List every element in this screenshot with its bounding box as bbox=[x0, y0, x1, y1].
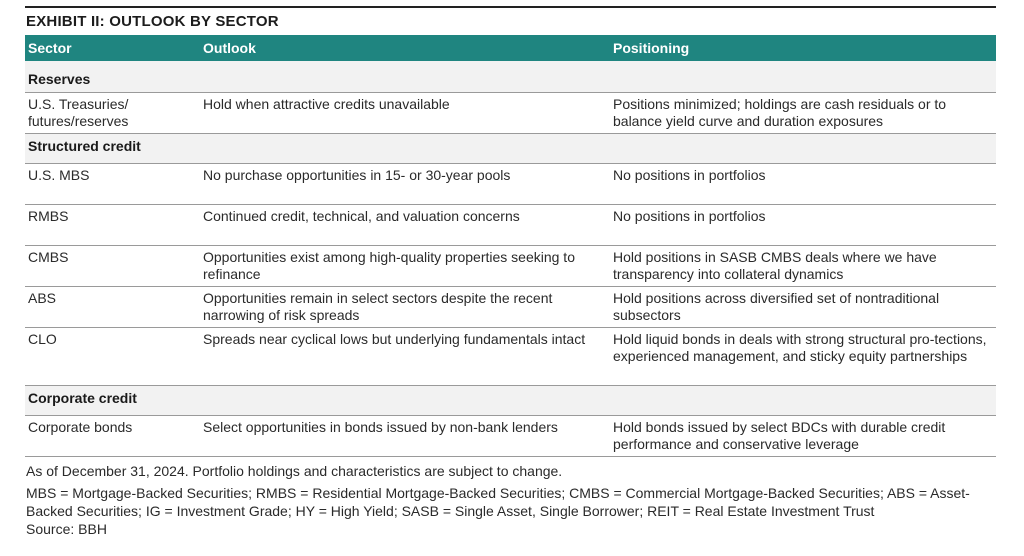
outlook-table bbox=[25, 35, 996, 457]
sector-cell: Corporate bonds bbox=[25, 416, 200, 457]
table-row bbox=[25, 328, 996, 386]
source-note: Source: BBH bbox=[26, 521, 107, 537]
sector-cell: RMBS bbox=[25, 205, 200, 246]
positioning-cell: Hold liquid bonds in deals with strong structural pro-tections, experienced management, and sticky equity partnerships bbox=[610, 328, 996, 386]
outlook-cell: Select opportunities in bonds issued by non-bank lenders bbox=[200, 416, 610, 457]
table-row bbox=[25, 164, 996, 205]
table-row bbox=[25, 93, 996, 134]
group-row-corporate-credit bbox=[25, 386, 996, 416]
group-label: Reserves bbox=[25, 61, 996, 93]
table-row bbox=[25, 416, 996, 457]
sector-cell: U.S. MBS bbox=[25, 164, 200, 205]
column-header-positioning: Positioning bbox=[610, 35, 996, 61]
group-row-structured-credit bbox=[25, 134, 996, 164]
column-header-sector: Sector bbox=[25, 35, 200, 61]
outlook-cell: Continued credit, technical, and valuation concerns bbox=[200, 205, 610, 246]
sector-cell: ABS bbox=[25, 287, 200, 328]
outlook-cell: Opportunities remain in select sectors despite the recent narrowing of risk spreads bbox=[200, 287, 610, 328]
header-row bbox=[25, 35, 996, 61]
positioning-cell: Hold bonds issued by select BDCs with durable credit performance and conservative leverage bbox=[610, 416, 996, 457]
outlook-cell: No purchase opportunities in 15- or 30-year pools bbox=[200, 164, 610, 205]
exhibit-title: EXHIBIT II: OUTLOOK BY SECTOR bbox=[26, 13, 279, 30]
footnotes bbox=[25, 462, 996, 538]
positioning-cell: No positions in portfolios bbox=[610, 205, 996, 246]
abbreviations-note: MBS = Mortgage-Backed Securities; RMBS = Residential Mortgage-Backed Securities; CMBS = Commercial Mortgage-Backed Securities; ABS = Asset-Backed Securities; IG = Investment Grade; HY = High Yield; SASB = Single Asset, Single Borrower; REIT = Real Estate Investment Trust bbox=[26, 485, 970, 519]
positioning-cell: No positions in portfolios bbox=[610, 164, 996, 205]
outlook-cell: Spreads near cyclical lows but underlying fundamentals intact bbox=[200, 328, 610, 386]
positioning-cell: Hold positions across diversified set of nontraditional subsectors bbox=[610, 287, 996, 328]
sector-cell: CMBS bbox=[25, 246, 200, 287]
outlook-cell: Opportunities exist among high-quality properties seeking to refinance bbox=[200, 246, 610, 287]
table-row bbox=[25, 287, 996, 328]
sector-cell: U.S. Treasuries/ futures/reserves bbox=[25, 93, 200, 134]
exhibit bbox=[25, 0, 996, 538]
group-row-reserves bbox=[25, 61, 996, 93]
table-row bbox=[25, 246, 996, 287]
group-label: Corporate credit bbox=[25, 386, 996, 416]
positioning-cell: Hold positions in SASB CMBS deals where we have transparency into collateral dynamics bbox=[610, 246, 996, 287]
sector-cell: CLO bbox=[25, 328, 200, 386]
positioning-cell: Positions minimized; holdings are cash residuals or to balance yield curve and duration exposures bbox=[610, 93, 996, 134]
table-row bbox=[25, 205, 996, 246]
as-of-note: As of December 31, 2024. Portfolio holdings and characteristics are subject to change. bbox=[26, 463, 563, 479]
outlook-cell: Hold when attractive credits unavailable bbox=[200, 93, 610, 134]
group-label: Structured credit bbox=[25, 134, 996, 164]
column-header-outlook: Outlook bbox=[200, 35, 610, 61]
